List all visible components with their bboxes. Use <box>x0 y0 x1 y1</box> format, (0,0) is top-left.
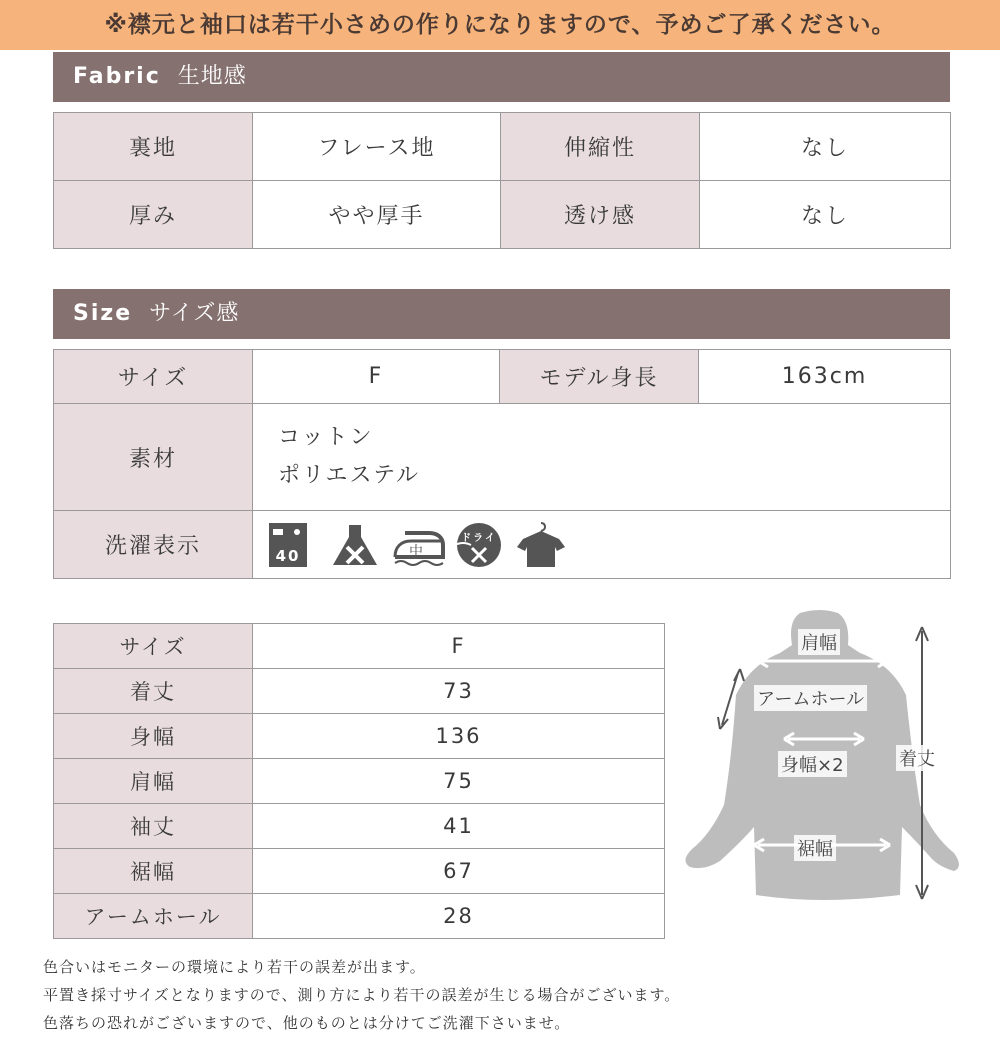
material-row <box>54 404 951 511</box>
material-item: ポリエステル <box>278 463 421 488</box>
stretch-value: なし <box>700 113 951 181</box>
fabric-table <box>53 112 951 249</box>
size-row-label: 身幅 <box>54 714 253 759</box>
material-label: 素材 <box>54 404 253 511</box>
body-width-label: 身幅×2 <box>778 751 847 777</box>
size-measurement-table <box>53 623 665 939</box>
size-row-label: サイズ <box>54 624 253 669</box>
armhole-label: アームホール <box>754 685 867 711</box>
stretch-label: 伸縮性 <box>501 113 700 181</box>
material-item: コットン <box>278 425 374 450</box>
iron-text: 中 <box>409 543 425 560</box>
size-info-table <box>53 349 951 579</box>
hem-width-label: 裾幅 <box>794 835 836 861</box>
size-row <box>54 804 665 849</box>
fabric-row <box>54 113 951 181</box>
size-row-value: F <box>253 624 665 669</box>
size-row-value: 73 <box>253 669 665 714</box>
lining-label: 裏地 <box>54 113 253 181</box>
size-row-value: 75 <box>253 759 665 804</box>
size-info-row <box>54 350 951 404</box>
hang-dry-icon <box>515 521 571 569</box>
length-label: 着丈 <box>896 745 938 771</box>
thickness-value: やや厚手 <box>253 181 501 249</box>
lining-value: フレース地 <box>253 113 501 181</box>
size-value: F <box>253 350 500 404</box>
size-row <box>54 759 665 804</box>
size-row <box>54 894 665 939</box>
transparency-label: 透け感 <box>501 181 700 249</box>
size-row-label: 着丈 <box>54 669 253 714</box>
size-row-value: 136 <box>253 714 665 759</box>
measurement-diagram <box>670 605 970 915</box>
shoulder-width-label: 肩幅 <box>798 629 840 655</box>
model-height-value: 163cm <box>699 350 951 404</box>
note-line: 色落ちの恐れがございますので、他のものとは分けてご洗濯下さいませ。 <box>43 1014 571 1032</box>
wash-temp-text: 40 <box>275 546 301 565</box>
size-title-jp: サイズ感 <box>149 301 240 326</box>
size-title-en: Size <box>73 301 133 326</box>
note-line: 平置き採寸サイズとなりますので、測り方により若干の誤差が生じる場合がございます。 <box>43 986 681 1004</box>
dry-text: ドライ <box>461 532 497 544</box>
notes <box>43 953 680 1037</box>
iron-medium-icon <box>391 521 447 569</box>
size-row-label: 袖丈 <box>54 804 253 849</box>
model-height-label: モデル身長 <box>500 350 699 404</box>
thickness-label: 厚み <box>54 181 253 249</box>
no-bleach-icon <box>329 521 385 569</box>
fabric-title-en: Fabric <box>73 64 161 89</box>
wash-40-icon <box>267 521 323 569</box>
size-row <box>54 624 665 669</box>
fabric-title-jp: 生地感 <box>177 64 247 89</box>
size-label: サイズ <box>54 350 253 404</box>
size-row-value: 67 <box>253 849 665 894</box>
size-row <box>54 849 665 894</box>
note-line: 色合いはモニターの環境により若干の誤差が出ます。 <box>43 958 426 976</box>
transparency-value: なし <box>700 181 951 249</box>
care-label: 洗濯表示 <box>54 511 253 579</box>
care-symbols <box>253 511 951 579</box>
size-row-value: 28 <box>253 894 665 939</box>
size-row-label: アームホール <box>54 894 253 939</box>
size-row-label: 肩幅 <box>54 759 253 804</box>
material-list <box>253 404 951 511</box>
notice-banner: ※襟元と袖口は若干小さめの作りになりますので、予めご了承ください。 <box>0 0 1000 50</box>
size-row <box>54 669 665 714</box>
size-row <box>54 714 665 759</box>
no-dry-clean-icon <box>453 521 509 569</box>
care-row <box>54 511 951 579</box>
size-row-value: 41 <box>253 804 665 849</box>
size-row-label: 裾幅 <box>54 849 253 894</box>
size-section-header <box>53 289 950 339</box>
fabric-row <box>54 181 951 249</box>
fabric-section-header <box>53 52 950 102</box>
